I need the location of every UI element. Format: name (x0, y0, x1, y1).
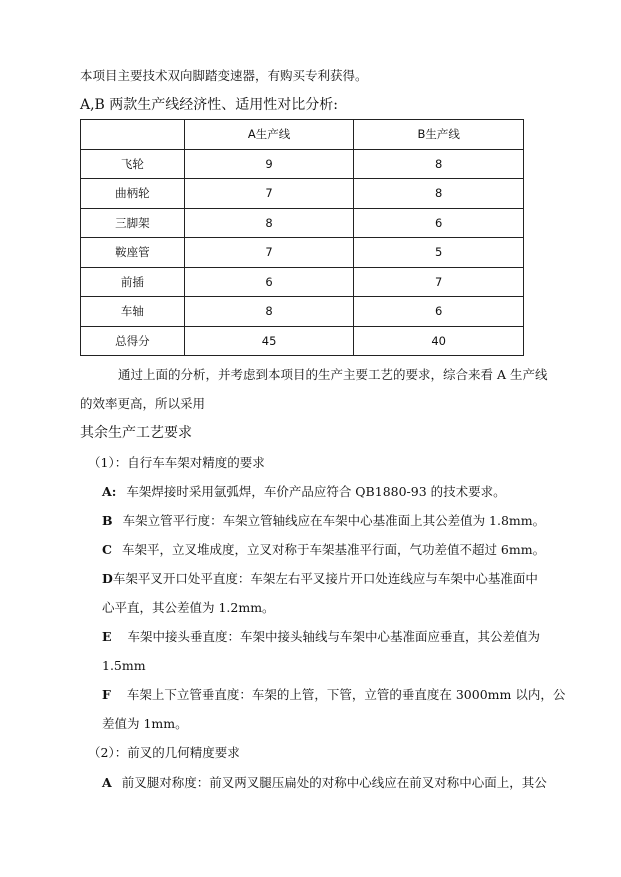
requirement-text: 车架立管平行度：车架立管轴线应在车架中心基准面上其公差值为 1.8mm。 (122, 513, 546, 528)
b-score: 6 (354, 208, 524, 238)
requirement-text: 车架中接头垂直度：车架中接头轴线与车架中心基准面应垂直，其公差值为 (127, 629, 541, 644)
conclusion-line-1: 通过上面的分析，并考虑到本项目的生产主要工艺的要求，综合来看 A 生产线 (118, 367, 548, 382)
table-title: A,B 两款生产线经济性、适用性对比分析: (80, 97, 339, 113)
a-score: 45 (184, 326, 354, 356)
requirement-text: 车架焊接时采用氩弧焊，车价产品应符合 QB1880-93 的技术要求。 (126, 484, 506, 499)
table-row (81, 297, 524, 327)
requirement-f (102, 686, 565, 704)
conclusion-line-2: 的效率更高，所以采用 (80, 396, 206, 411)
b-score: 6 (354, 297, 524, 327)
row-label: 总得分 (81, 326, 185, 356)
table-header-row (81, 120, 524, 150)
b-score: 8 (354, 149, 524, 179)
requirement-label: A: (102, 484, 117, 499)
b-score: 5 (354, 238, 524, 268)
requirement-label: A (102, 775, 112, 790)
table-row (81, 179, 524, 209)
requirement-e (102, 628, 540, 646)
comparison-table (80, 119, 524, 356)
b-score: 40 (354, 326, 524, 356)
requirement-text: 车架平叉开口处平直度：车架左右平叉接片开口处连线应与车架中心基准面中 (112, 571, 538, 586)
row-label: 曲柄轮 (81, 179, 185, 209)
section-title: 其余生产工艺要求 (80, 425, 192, 441)
requirement-label: C (102, 542, 112, 557)
requirement-c (102, 541, 545, 559)
requirement-d-continued: 心平直，其公差值为 1.2mm。 (102, 600, 275, 615)
requirement-d (102, 570, 538, 588)
a-score: 6 (184, 267, 354, 297)
requirement-text: 车架上下立管垂直度：车架的上管，下管，立管的垂直度在 3000mm 以内，公 (126, 687, 566, 702)
requirement-label: E (102, 629, 112, 644)
a-score: 8 (184, 297, 354, 327)
row-label: 飞轮 (81, 149, 185, 179)
requirement-a (102, 483, 506, 501)
a-score: 8 (184, 208, 354, 238)
requirement-e-continued: 1.5mm (102, 658, 146, 673)
table-row (81, 238, 524, 268)
table-header-cell: B生产线 (354, 120, 524, 150)
intro-text: 本项目主要技术双向脚踏变速器，有购买专利获得。 (80, 68, 368, 83)
a-score: 9 (184, 149, 354, 179)
table-row (81, 208, 524, 238)
table-row (81, 149, 524, 179)
requirement-label: F (102, 687, 111, 702)
requirement-a2 (102, 774, 547, 792)
subsection-1-title: （1）：自行车车架对精度的要求 (88, 455, 265, 470)
table-header-cell: A生产线 (184, 120, 354, 150)
subsection-2-title: （2）：前叉的几何精度要求 (88, 745, 240, 760)
row-label: 鞍座管 (81, 238, 185, 268)
a-score: 7 (184, 238, 354, 268)
row-label: 车轴 (81, 297, 185, 327)
requirement-label: D (102, 571, 113, 586)
row-label: 三脚架 (81, 208, 185, 238)
requirement-text: 前叉腿对称度：前叉两叉腿压扁处的对称中心线应在前叉对称中心面上，其公 (121, 775, 547, 790)
table-total-row (81, 326, 524, 356)
requirement-text: 车架平，立叉堆成度，立叉对称于车架基准平行面，气功差值不超过 6mm。 (121, 542, 546, 557)
table-row (81, 267, 524, 297)
table-header-cell (81, 120, 185, 150)
a-score: 7 (184, 179, 354, 209)
row-label: 前插 (81, 267, 185, 297)
b-score: 8 (354, 179, 524, 209)
b-score: 7 (354, 267, 524, 297)
requirement-f-continued: 差值为 1mm。 (102, 716, 188, 731)
requirement-label: B (102, 513, 113, 528)
requirement-b (102, 512, 545, 530)
